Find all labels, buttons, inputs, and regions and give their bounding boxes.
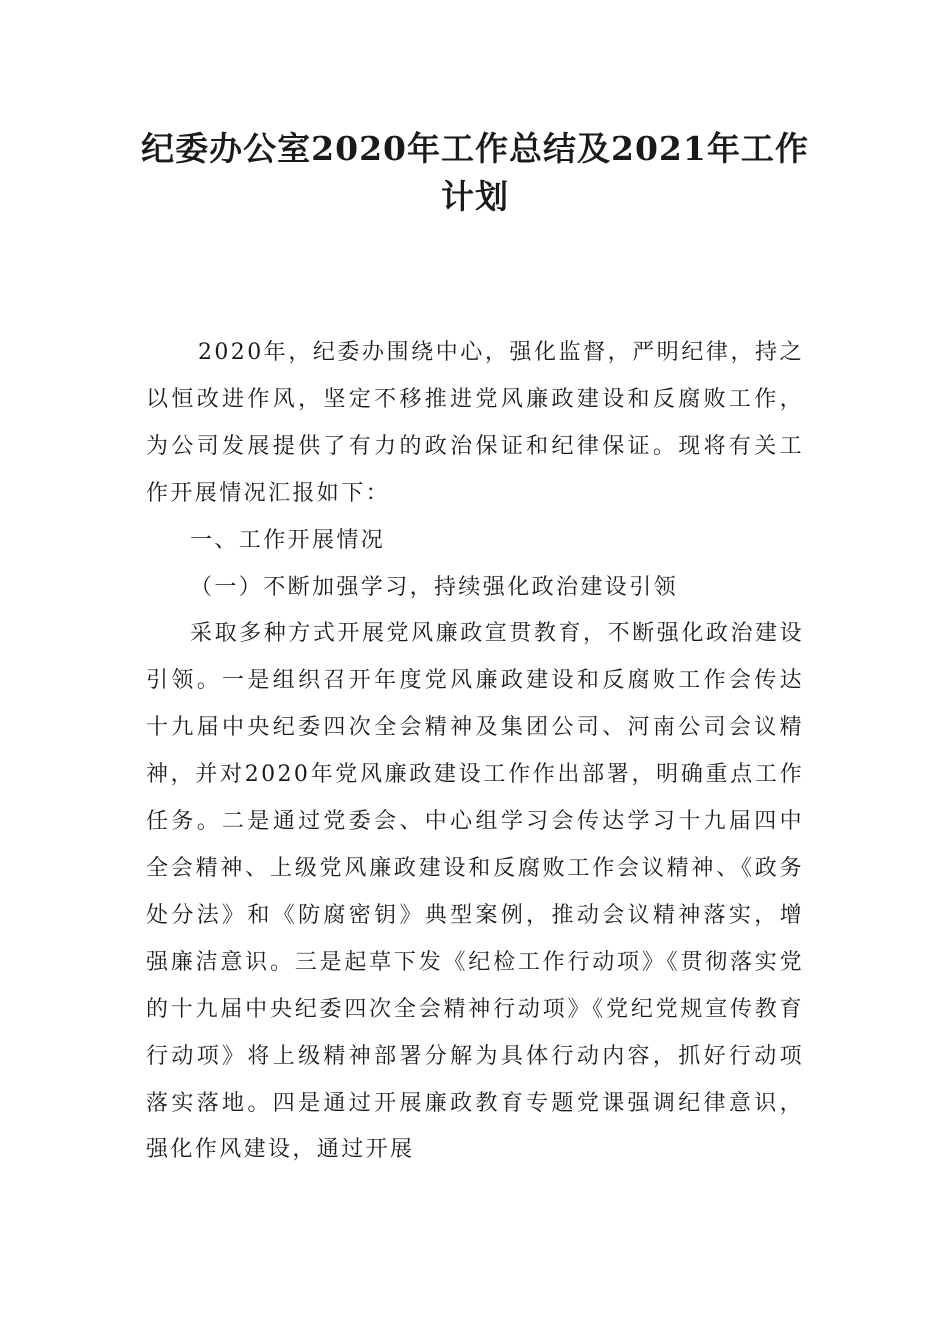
body-paragraph: 采取多种方式开展党风廉政宣贯教育，不断强化政治建设引领。一是组织召开年度党风廉政建设和反腐败工作会传达十九届中央纪委四次全会精神及集团公司、河南公司会议精神，并对2020年党风廉政建设工作作出部署，明确重点工作任务。二是通过党委会、中心组学习会传达学习十九届四中全会精神、上级党风廉政建设和反腐败工作会议精神、《政务处分法》和《防腐密钥》典型案例，推动会议精神落实，增强廉洁意识。三是起草下发《纪检工作行动项》《贯彻落实党的十九届中央纪委四次全会精神行动项》《党纪党规宣传教育行动项》将上级精神部署分解为具体行动内容，抓好行动项落实落地。四是通过开展廉政教育专题党课强调纪律意识，强化作风建设，通过开展	[146, 621, 804, 1163]
document-body	[146, 330, 804, 1174]
intro-paragraph: 2020年，纪委办围绕中心，强化监督，严明纪律，持之以恒改进作风，坚定不移推进党风廉政建设和反腐败工作，为公司发展提供了有力的政治保证和纪律保证。现将有关工作开展情况汇报如下：	[146, 340, 804, 506]
section-heading: 一、工作开展情况	[190, 527, 386, 553]
title-line-2: 计划	[441, 177, 509, 216]
subsection-heading: （一）不断加强学习，持续强化政治建设引领	[190, 574, 679, 600]
title-line-1: 纪委办公室2020年工作总结及2021年工作	[141, 129, 809, 168]
document-title	[140, 125, 810, 221]
